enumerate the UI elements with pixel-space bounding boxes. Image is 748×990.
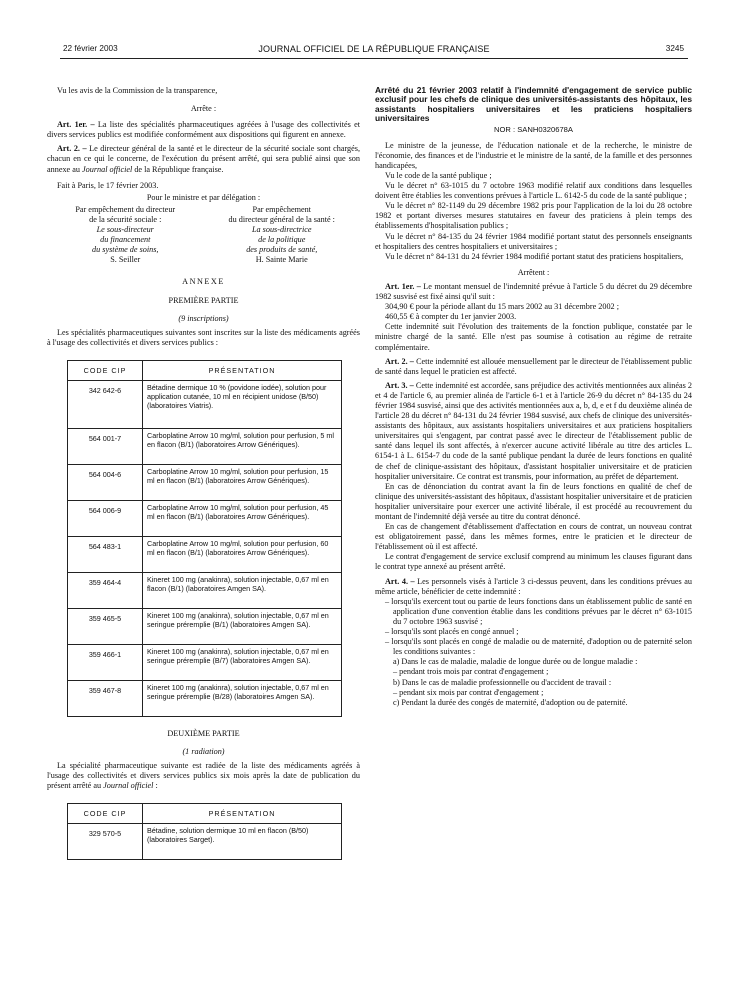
table-row [68, 824, 342, 860]
premiere-partie-text: Les spécialités pharmaceutiques suivantes sont inscrites sur la liste des médicaments agréés à l'usage des collectivités et divers services publics : [47, 327, 360, 347]
presentation: Carboplatine Arrow 10 mg/ml, solution pour perfusion, 45 ml en flacon (B/1) (laboratoires Arrow Génériques). [143, 500, 342, 536]
header-date: 22 février 2003 [63, 44, 118, 53]
list-item: – lorsqu'ils sont placés en congé annuel ; [385, 627, 519, 637]
table-row [68, 428, 342, 464]
vu-decret-84-131: Vu le décret n° 84-131 du 24 février 1984 modifié portant statut des praticiens hospitaliers, [385, 251, 684, 261]
article-1-label: Art. 1er. – [385, 281, 421, 291]
cip-code: 564 004-6 [68, 464, 143, 500]
header-page-number: 3245 [665, 44, 684, 53]
table-row [68, 464, 342, 500]
left-column [47, 86, 360, 860]
cip-code: 329 570-5 [68, 824, 143, 860]
table-header-row [68, 804, 342, 824]
cip-code: 564 001-7 [68, 428, 143, 464]
case-c: c) Pendant la durée des congés de maternité, d'adoption ou de paternité. [393, 697, 628, 707]
case-a: a) Dans le cas de maladie, maladie de longue durée ou de longue maladie : [393, 657, 638, 667]
article-1-paragraph-2: Cette indemnité suit l'évolution des traitements de la fonction publique, constatée par le ministre chargé de la santé. Elle n'est pas soumise à cotisation au régime de retraite complémentaire. [375, 322, 692, 352]
signature-left: Par empêchement du directeur de la sécurité sociale : Le sous-directeur du financement du système de soins, S. Seiller [47, 205, 204, 266]
presentation: Kineret 100 mg (anakinra), solution injectable, 0,67 ml en seringue préremplie (B/1) (laboratoires Amgen SA). [143, 608, 342, 644]
premiere-partie-heading: PREMIÈRE PARTIE [168, 295, 239, 305]
intro-paragraph: Le ministre de la jeunesse, de l'éducation nationale et de la recherche, le ministre de l'économie, des finances et de l'industrie et le ministre de la santé, de la famille et des personnes handicapées, [375, 140, 692, 170]
signature-right: Par empêchement du directeur général de la santé : La sous-directrice de la politique des produits de santé, H. Sainte Marie [204, 205, 361, 266]
table-header-row [68, 360, 342, 380]
deuxieme-partie-heading: DEUXIÈME PARTIE [167, 728, 240, 738]
pour-le-ministre: Pour le ministre et par délégation : [146, 192, 261, 202]
radiation-count: (1 radiation) [182, 746, 225, 756]
cip-code: 359 464-4 [68, 572, 143, 608]
cip-code: 342 642-6 [68, 380, 143, 428]
article-3-paragraph-4: Le contrat d'engagement de service exclusif comprend au minimum les clauses figurant dans le contrat type annexé au présent arrêté. [375, 552, 692, 572]
table-row [68, 380, 342, 428]
annexe-heading: ANNEXE [182, 277, 225, 287]
vu-decret-63: Vu le décret n° 63-1015 du 7 octobre 1963 modifié relatif aux conditions dans lesquelles doivent être établies les conventions prévues à l'article L. 6142-5 du code de la santé publique ; [375, 181, 692, 201]
signatory-name: H. Sainte Marie [255, 255, 308, 265]
table-row [68, 500, 342, 536]
amount-2003: 460,55 € à compter du 1er janvier 2003. [385, 312, 517, 322]
signatory-name: S. Seiller [110, 255, 141, 265]
article-4-label: Art. 4. – [385, 576, 415, 586]
fait-a-paris: Fait à Paris, le 17 février 2003. [57, 180, 159, 190]
column-header-presentation: PRÉSENTATION [143, 804, 342, 824]
presentation: Bétadine, solution dermique 10 ml en flacon (B/50) (laboratoires Sarget). [143, 824, 342, 860]
cip-code: 564 006-9 [68, 500, 143, 536]
inscriptions-table [67, 360, 342, 717]
article-2-label: Art. 2. – [57, 144, 87, 154]
vu-paragraph: Vu les avis de la Commission de la transparence, [57, 86, 218, 95]
presentation: Kineret 100 mg (anakinra), solution injectable, 0,67 ml en seringue préremplie (B/7) (laboratoires Amgen SA). [143, 644, 342, 680]
article-2-label: Art. 2. – [385, 356, 414, 366]
cip-code: 359 466-1 [68, 644, 143, 680]
inscriptions-count: (9 inscriptions) [178, 313, 229, 323]
article-2: Art. 2. – Le directeur général de la santé et le directeur de la sécurité sociale sont chargés, chacun en ce qui le concerne, de l'exécution du présent arrêté, qui sera publié ainsi que son annexe au Journal officiel de la République française. [47, 144, 361, 174]
vu-decret-84-135: Vu le décret n° 84-135 du 24 février 1984 modifié portant statut des personnels enseignants et hospitaliers des centres hospitaliers et universitaires ; [375, 231, 692, 251]
article-3-paragraph-2: En cas de dénonciation du contrat avant la fin de leurs fonctions en qualité de chef de clinique des universités-assistant des hôpitaux, d'assistant hospitalier universitaire et de praticien hospitalier universitaire pour exercer une activité libérale, il est procédé au recouvrement du montant de l'indemnité déjà versée au titre du contrat dénoncé. [375, 481, 692, 521]
cip-code: 359 467-8 [68, 680, 143, 716]
signatures [47, 205, 360, 266]
table-row [68, 572, 342, 608]
column-header-code: CODE CIP [68, 360, 143, 380]
presentation: Carboplatine Arrow 10 mg/ml, solution pour perfusion, 15 ml en flacon (B/1) (laboratoires Arrow Génériques). [143, 464, 342, 500]
cip-code: 359 465-5 [68, 608, 143, 644]
article-2: Art. 2. – Cette indemnité est allouée mensuellement par le directeur de l'établissement public de santé dans lequel le praticien est affecté. [375, 356, 693, 376]
presentation: Kineret 100 mg (anakinra), solution injectable, 0,67 ml en seringue préremplie (B/28) (laboratoires Amgen SA). [143, 680, 342, 716]
arrete-title: Arrêté du 21 février 2003 relatif à l'indemnité d'engagement de service public exclusif pour les chefs de clinique des universités-assistants des hôpitaux, les assistants hospitaliers universitaires et les praticiens hospitaliers universitaires [375, 85, 692, 124]
right-column [375, 86, 692, 708]
cip-code: 564 483-1 [68, 536, 143, 572]
column-header-code: CODE CIP [68, 804, 143, 824]
case-b-duration: – pendant six mois par contrat d'engagement ; [393, 687, 544, 697]
article-1: Art. 1er. – Le montant mensuel de l'indemnité prévue à l'article 5 du décret du 29 décembre 1982 susvisé est fixé ainsi qu'il suit : [375, 281, 693, 302]
table-row [68, 608, 342, 644]
article-4-list [375, 597, 692, 658]
deuxieme-partie-text: La spécialité pharmaceutique suivante est radiée de la liste des médicaments agréés à l'usage des collectivités et divers services publics six mois après la date de publication du présent arrêté au Journal officiel : [47, 761, 360, 791]
table-row [68, 680, 342, 716]
table-row [68, 644, 342, 680]
presentation: Kineret 100 mg (anakinra), solution injectable, 0,67 ml en flacon (B/1) (laboratoires Amgen SA). [143, 572, 342, 608]
list-item: – lorsqu'ils sont placés en congé de maladie ou de maternité, d'adoption ou de paternité selon les conditions suivantes : [385, 637, 692, 657]
article-4: Art. 4. – Les personnels visés à l'article 3 ci-dessus peuvent, dans les conditions prévues au même article, bénéficier de cette indemnité : [375, 576, 692, 596]
article-1-label: Art. 1er. – [57, 120, 95, 130]
case-a-duration: – pendant trois mois par contrat d'engagement ; [393, 667, 549, 677]
vu-decret-82: Vu le décret n° 82-1149 du 29 décembre 1982 pris pour l'application de la loi du 28 octobre 1982 et portant diverses mesures statutaires en faveur des praticiens à plein temps des établissements d'hospitalisation publics ; [375, 201, 692, 231]
vu-code: Vu le code de la santé publique ; [385, 171, 492, 180]
presentation: Carboplatine Arrow 10 mg/ml, solution pour perfusion, 60 ml en flacon (B/1) (laboratoires Arrow Génériques). [143, 536, 342, 572]
article-3-label: Art. 3. – [385, 380, 414, 390]
column-header-presentation: PRÉSENTATION [143, 360, 342, 380]
amount-2002: 304,90 € pour la période allant du 15 mars 2002 au 31 décembre 2002 ; [385, 302, 619, 312]
arretent-heading: Arrêtent : [517, 267, 550, 277]
case-b: b) Dans le cas de maladie professionnelle ou d'accident de travail : [393, 677, 612, 687]
presentation: Carboplatine Arrow 10 mg/ml, solution pour perfusion, 5 ml en flacon (B/1) (laboratoires Arrow Génériques). [143, 428, 342, 464]
nor-reference: NOR : SANH0320678A [494, 124, 573, 134]
article-3: Art. 3. – Cette indemnité est accordée, sans préjudice des activités mentionnées aux alinéas 2 et 4 de l'article 6, au premier alinéa de l'article 6-1 et à l'article 26-9 du décret n° 84-135 du 24 février 1984 susvisé, ainsi que des activités mentionnées aux a, b, d, e et f du deuxième alinéa de l'article 28 du décret n° 84-131 du 24 février 1984 susvisé, aux chefs de clinique des universités-assistants des hôpitaux, aux assistants hospitaliers universitaires et aux praticiens hospitaliers universitaires qui s'engagent, par contrat passé avec le directeur de l'établissement public de santé dans lequel ils sont affectés, à n'exercer aucune activité libérale au titre des articles L. 6154-1 à L. 6154-7 du code de la santé publique pendant la durée de leurs fonctions en qualité de chef de clinique-assistant des hôpitaux, d'assistant hospitalier universitaire et de praticien hospitalier universitaire. Ce contrat est transmis, pour information, au préfet de département. [375, 380, 693, 481]
header-rule [60, 58, 688, 59]
presentation: Bétadine dermique 10 % (povidone iodée), solution pour application cutanée, 10 ml en récipient unidose (B/50) (laboratoires Viatris). [143, 380, 342, 428]
table-row [68, 536, 342, 572]
arrete-heading: Arrête : [190, 104, 217, 114]
header-title: JOURNAL OFFICIEL DE LA RÉPUBLIQUE FRANÇAISE [258, 44, 490, 54]
radiation-table [67, 803, 342, 860]
article-3-paragraph-3: En cas de changement d'établissement d'affectation en cours de contrat, un nouveau contrat est obligatoirement passé, dans les mêmes formes, entre le praticien et le directeur de l'établissement où il est affecté. [375, 522, 692, 552]
list-item: – lorsqu'ils exercent tout ou partie de leurs fonctions dans un établissement public de santé en application d'une convention établie dans les conditions prévues par le décret n° 63-1015 du 7 octobre 1963 susvisé ; [385, 596, 692, 626]
article-1: Art. 1er. – La liste des spécialités pharmaceutiques agréées à l'usage des collectivités et divers services publics est modifiée conformément aux dispositions qui figurent en annexe. [47, 120, 361, 140]
